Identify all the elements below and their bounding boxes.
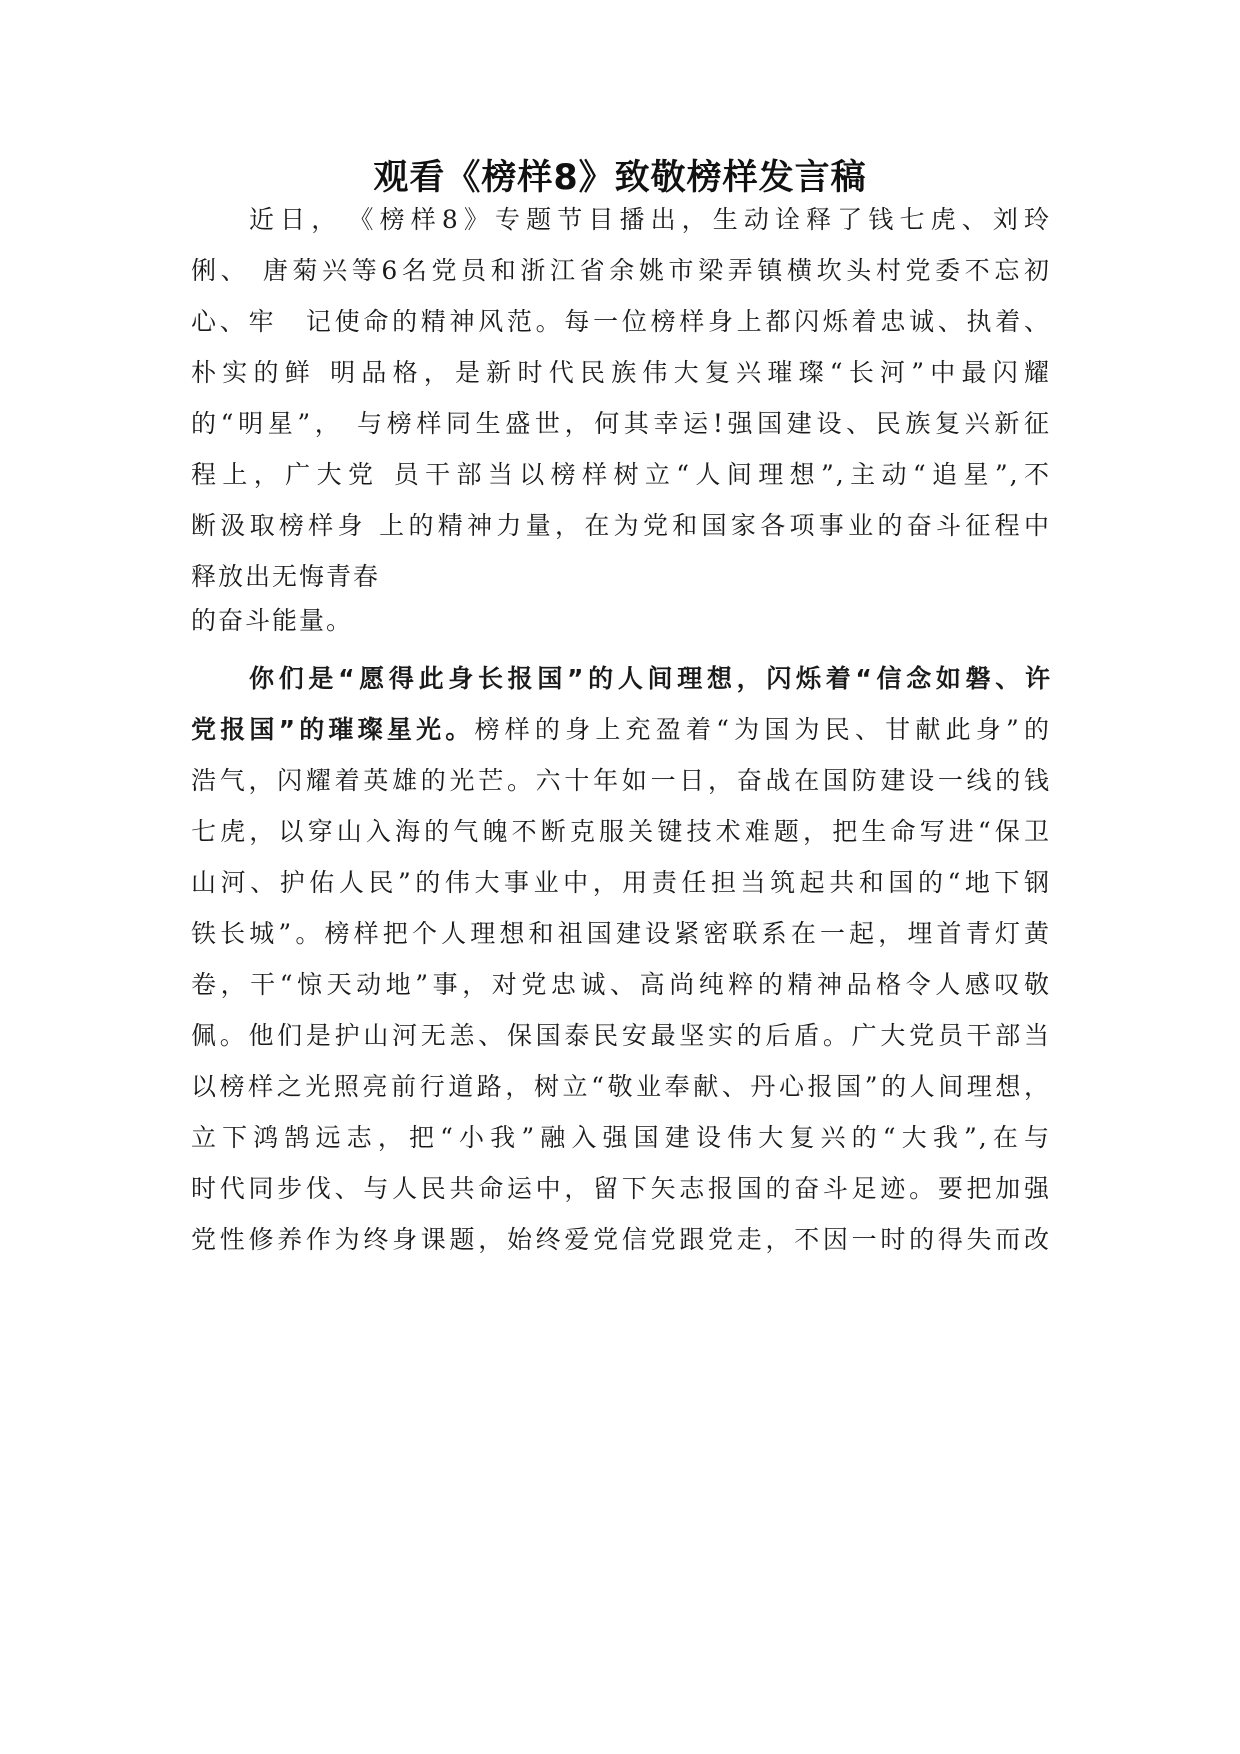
paragraph-2-bold-heading-line-2: 党报国”的璀璨星光。 xyxy=(191,715,475,744)
paragraph-2-line-8: 佩。他们是护山河无恙、保国泰民安最坚实的后盾。广大党员干部当 xyxy=(191,1021,1051,1050)
paragraph-2-line-9: 以榜样之光照亮前行道路，树立“敬业奉献、丹心报国”的人间理想， xyxy=(191,1072,1051,1101)
paragraph-2-line-5: 山河、护佑人民”的伟大事业中，用责任担当筑起共和国的“地下钢 xyxy=(191,868,1051,897)
paragraph-1-line-7: 断汲取榜样身 上的精神力量，在为党和国家各项事业的奋斗征程中 xyxy=(191,511,1051,540)
paragraph-1-line-1: 近日， 《榜样8》专题节目播出，生动诠释了钱七虎、刘玲 xyxy=(249,205,1051,234)
paragraph-1-line-3: 心、牢 记使命的精神风范。每一位榜样身上都闪烁着忠诚、执着、 xyxy=(191,307,1051,336)
paragraph-1-line-6: 程上，广大党 员干部当以榜样树立“人间理想”,主动“追星”,不 xyxy=(191,460,1051,489)
paragraph-1-line-2: 俐、 唐菊兴等6名党员和浙江省余姚市梁弄镇横坎头村党委不忘初 xyxy=(191,256,1051,285)
paragraph-2-line-4: 七虎，以穿山入海的气魄不断克服关键技术难题，把生命写进“保卫 xyxy=(191,817,1051,846)
paragraph-2-line-2-rest: 榜样的身上充盈着“为国为民、甘献此身”的 xyxy=(474,715,1051,744)
paragraph-2-line-12: 党性修养作为终身课题，始终爱党信党跟党走，不因一时的得失而改 xyxy=(191,1225,1051,1254)
paragraph-2-line-7: 卷，干“惊天动地”事，对党忠诚、高尚纯粹的精神品格令人感叹敬 xyxy=(191,970,1051,999)
paragraph-2-line-2 xyxy=(191,711,1051,749)
paragraph-2-line-3: 浩气，闪耀着英雄的光芒。六十年如一日，奋战在国防建设一线的钱 xyxy=(191,766,1051,795)
paragraph-2-bold-heading-line-1: 你们是“愿得此身长报国”的人间理想，闪烁着“信念如磐、许 xyxy=(249,664,1051,693)
paragraph-2-line-6: 铁长城”。榜样把个人理想和祖国建设紧密联系在一起，埋首青灯黄 xyxy=(191,919,1051,948)
paragraph-1-line-8: 释放出无悔青春 xyxy=(191,562,381,591)
paragraph-1-line-4: 朴实的鲜 明品格，是新时代民族伟大复兴璀璨“长河”中最闪耀 xyxy=(191,358,1051,387)
paragraph-2-line-10: 立下鸿鹄远志，把“小我”融入强国建设伟大复兴的“大我”,在与 xyxy=(191,1123,1051,1152)
paragraph-1-line-5: 的“明星”， 与榜样同生盛世，何其幸运!强国建设、民族复兴新征 xyxy=(191,409,1051,438)
document-title: 观看《榜样8》致敬榜样发言稿 xyxy=(373,158,867,198)
paragraph-1-line-9: 的奋斗能量。 xyxy=(191,606,354,635)
paragraph-2-line-11: 时代同步伐、与人民共命运中，留下矢志报国的奋斗足迹。要把加强 xyxy=(191,1174,1051,1203)
